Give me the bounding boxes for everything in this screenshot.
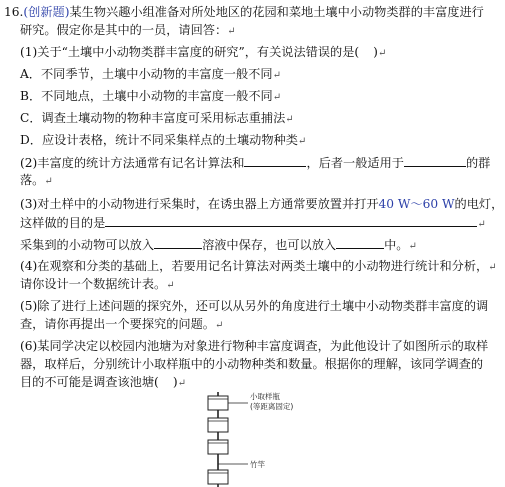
option-c-text: C．调查土壤动物的物种丰富度可采用标志重捕法: [20, 111, 286, 125]
return-mark: ↵: [177, 378, 186, 389]
answer-blank[interactable]: [105, 214, 477, 227]
sub3-line-1: [20, 196, 503, 212]
return-mark: ↵: [297, 136, 307, 147]
sub3-text-e: 溶液中保存，也可以放入: [202, 238, 337, 252]
sub1-stem-text: (1)关于“土壤中小动物类群丰富度的研究”，有关说法错误的是(: [20, 45, 360, 59]
answer-blank[interactable]: [336, 236, 384, 249]
question-intro-2: 研究。假定你是其中的一员，请回答：: [20, 23, 228, 37]
return-mark: ↵: [285, 114, 294, 125]
pole-label: 竹竿: [250, 460, 265, 469]
option-a-text: A．不同季节，土壤中小动物的丰富度一般不同: [20, 67, 273, 81]
sub5-line-2: [20, 316, 223, 334]
option-b-text: B．不同地点，土壤中小动物的丰富度一般不同: [20, 89, 273, 103]
sub4-line-2: [20, 276, 175, 294]
answer-blank[interactable]: [404, 154, 466, 167]
sample-bottle: [208, 470, 228, 484]
return-mark: ↵: [477, 219, 486, 230]
return-mark: ↵: [272, 70, 281, 81]
answer-blank[interactable]: [154, 236, 202, 249]
question-number: 16.: [4, 5, 24, 19]
question-intro-1: 某生物兴趣小组准备对所处地区的花园和菜地土壤中小动物类群的丰富度进行: [69, 5, 484, 19]
return-mark: ↵: [227, 26, 236, 37]
return-mark: ↵: [215, 320, 224, 331]
sample-bottle: [208, 418, 228, 432]
sub3-text-b: 的电灯，: [454, 197, 504, 211]
return-mark: ↵: [272, 92, 282, 103]
option-d-text: D．应设计表格，统计不同采集样点的土壤动物种类: [20, 133, 298, 147]
question-line-2: [20, 22, 236, 40]
sub4-text-a: (4)在观察和分类的基础上，若要用记名计算法对两类土壤中的小动物进行统计和分析，: [20, 259, 489, 273]
sub3-line-3: [20, 236, 417, 255]
return-mark: ↵: [488, 262, 497, 273]
return-mark: ↵: [166, 280, 175, 291]
bottle-note-label: (等距离固定): [250, 402, 294, 411]
sub2-text-a: (2)丰富度的统计方法通常有记名计算法和: [20, 156, 245, 170]
answer-blank[interactable]: [244, 154, 306, 167]
option-c: [20, 110, 294, 128]
question-tag: (创新题): [23, 5, 70, 19]
sub6-line-3: [20, 374, 186, 392]
sub3-text-c: 这样做的目的是: [20, 216, 106, 230]
sub5-line-1: [20, 298, 488, 314]
sub5-text-a: (5)除了进行上述问题的探究外，还可以从另外的角度进行土壤中小动物类群丰富度的调: [20, 299, 489, 313]
sub2-line-1: [20, 154, 490, 171]
sampler-figure: [196, 390, 326, 487]
sub3-line-2: [20, 214, 486, 233]
sub3-text-f: 中。: [384, 238, 409, 252]
sub2-text-b: ，后者一般适用于: [306, 156, 404, 170]
option-d: [20, 132, 306, 150]
sub5-text-b: 查，请你再提出一个要探究的问题。: [20, 317, 215, 331]
bottle-label: 小取样瓶: [250, 392, 280, 401]
sub2-line-2: [20, 172, 53, 190]
sub6-text-end: ): [172, 375, 178, 389]
sub6-line-1: [20, 338, 488, 354]
sub1-stem: [20, 44, 386, 62]
sub2-text-d: 落。: [20, 173, 45, 187]
return-mark: ↵: [408, 241, 417, 252]
sub6-text-c: 目的不可能是调查该池塘(: [20, 375, 159, 389]
sub3-text-d: 采集到的小动物可以放入: [20, 238, 155, 252]
sample-bottle: [208, 440, 228, 454]
question-line-1: [4, 4, 484, 20]
sub1-stem-end: ): [373, 45, 378, 59]
sub3-text-a: (3)对土样中的小动物进行采集时，在诱虫器上方通常要放置并打开: [20, 197, 379, 211]
return-mark: ↵: [377, 48, 387, 59]
sample-bottle: [208, 396, 228, 410]
sub2-text-c: 的群: [465, 156, 491, 170]
option-b: [20, 88, 281, 106]
sub6-line-2: [20, 356, 483, 372]
return-mark: ↵: [44, 176, 53, 187]
sub6-text-a: (6)某同学决定以校园内池塘为对象进行物种丰富度调查，为此他设计了如图所示的取样: [20, 339, 489, 353]
sub4-line-1: [20, 258, 497, 276]
sub3-wattage: 40 W～60 W: [378, 197, 455, 211]
sub4-text-b: 请你设计一个数据统计表。: [20, 277, 167, 291]
option-a: [20, 66, 281, 84]
sub6-text-b: 器，取样后，分别统计小取样瓶中的小动物种类和数量。根据你的理解，该同学调查的: [20, 357, 484, 371]
